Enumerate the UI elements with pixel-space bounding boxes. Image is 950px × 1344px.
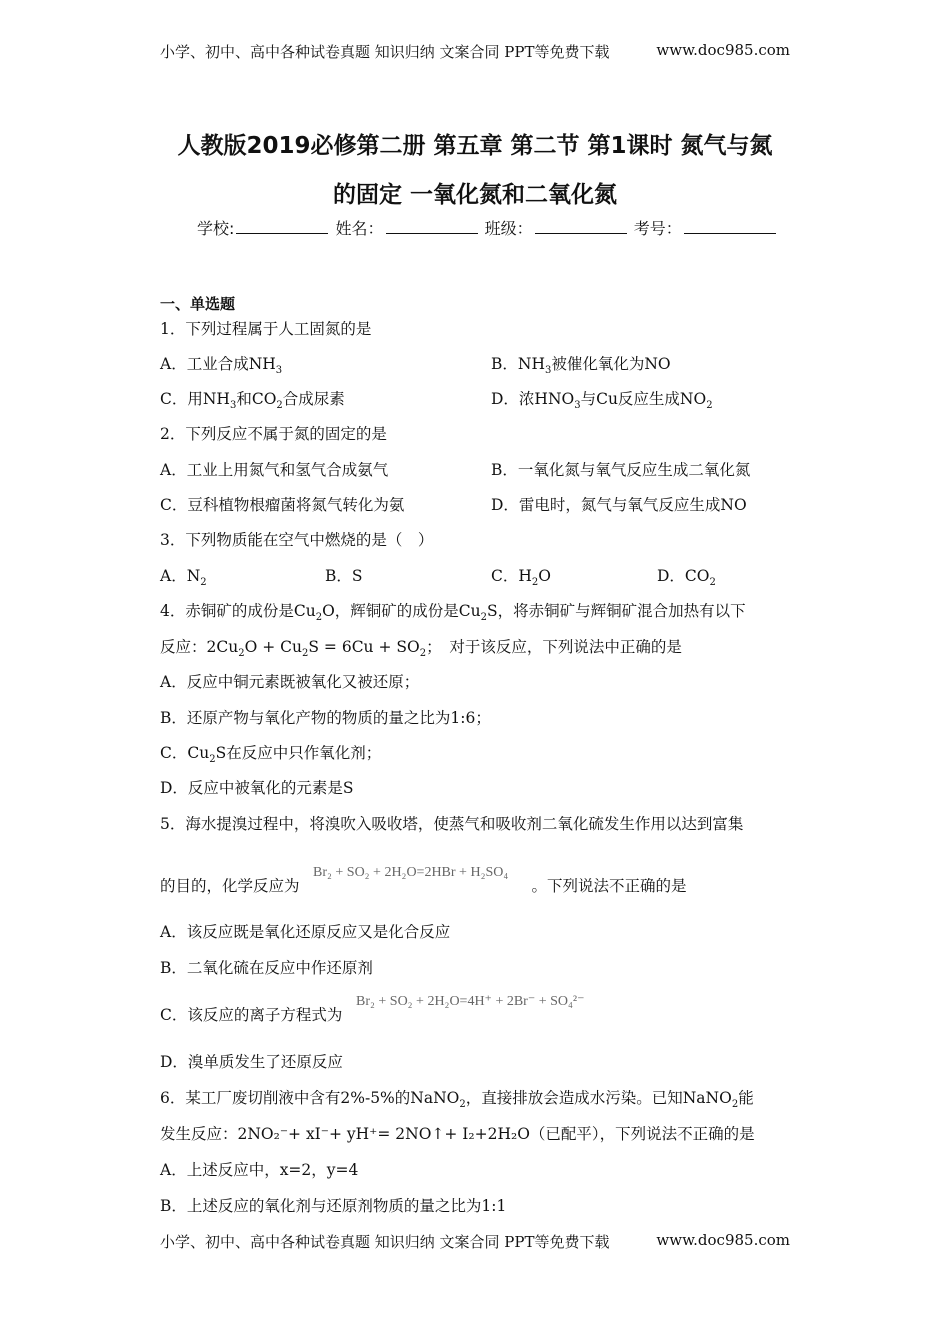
page-footer — [160, 1231, 790, 1255]
q6-option-b: B．上述反应的氧化剂与还原剂物质的量之比为1:1 — [160, 1197, 507, 1215]
q5-stem-line2: 的目的，化学反应为 。下列说法不正确的是 — [160, 877, 687, 895]
q1-stem: 1．下列过程属于人工固氮的是 — [160, 320, 372, 338]
school-blank[interactable] — [236, 219, 328, 234]
school-label: 学校: — [197, 219, 235, 238]
q5-option-c: C．该反应的离子方程式为 — [160, 1006, 343, 1024]
footer-left-text: 小学、初中、高中各种试卷真题 知识归纳 文案合同 PPT等免费下载 — [160, 1233, 610, 1251]
class-label: 班级： — [484, 219, 533, 238]
q3-option-d: D．$CO_2$ — [657, 567, 716, 589]
q4-stem-line1: 4．赤铜矿的成份是$Cu_2O$，辉铜矿的成份是$Cu_2S$，将赤铜矿与辉铜矿混合加热有以下 — [160, 602, 746, 624]
section-heading: 一、单选题 — [160, 295, 236, 313]
q4-option-c: C．$Cu_2S$在反应中只作氧化剂； — [160, 744, 382, 766]
q5-option-a: A．该反应既是氧化还原反应又是化合反应 — [160, 923, 451, 941]
q1-option-a: A．工业合成$NH_3$ — [160, 355, 283, 377]
q5-equation-1: Br₂ + SO₂ + 2H₂O=2HBr + H₂SO₄ — [313, 865, 509, 880]
q1-option-d: D．浓$HNO_3$与Cu反应生成$NO_2$ — [491, 390, 713, 412]
q3-option-a: A．$N_2$ — [160, 567, 207, 589]
number-blank[interactable] — [684, 219, 776, 234]
q6-stem-line1: 6．某工厂废切削液中含有2%-5%的NaNO$_2$，直接排放会造成水污染。已知NaNO$_2$能 — [160, 1089, 754, 1111]
q4-option-d: D．反应中被氧化的元素是S — [160, 779, 354, 797]
doc-title-line2: 的固定 一氧化氮和二氧化氮 — [332, 182, 617, 208]
number-label: 考号： — [633, 219, 682, 238]
q4-option-b: B．还原产物与氧化产物的物质的量之比为1:6； — [160, 709, 491, 727]
q3-stem: 3．下列物质能在空气中燃烧的是（ ） — [160, 531, 434, 549]
q6-stem-line2: 发生反应：2NO₂⁻+ xI⁻+ yH⁺= 2NO↑+ I₂+2H₂O（已配平），下列说法不正确的是 — [160, 1125, 755, 1143]
header-left-text: 小学、初中、高中各种试卷真题 知识归纳 文案合同 PPT等免费下载 — [160, 43, 610, 61]
q5-equation-2: Br₂ + SO₂ + 2H₂O=4H⁺ + 2Br⁻ + SO₄²⁻ — [356, 994, 585, 1009]
q2-stem: 2．下列反应不属于氮的固定的是 — [160, 425, 387, 443]
q2-option-b: B．一氧化氮与氧气反应生成二氧化氮 — [491, 461, 751, 479]
page-header — [160, 41, 790, 65]
header-url-link[interactable]: www.doc985.com — [656, 41, 790, 59]
name-blank[interactable] — [386, 219, 478, 234]
q2-option-d: D．雷电时，氮气与氧气反应生成NO — [491, 496, 747, 514]
q5-option-b: B．二氧化硫在反应中作还原剂 — [160, 959, 373, 977]
q2-option-a: A．工业上用氮气和氢气合成氨气 — [160, 461, 389, 479]
q5-option-d: D．溴单质发生了还原反应 — [160, 1053, 343, 1071]
q1-option-c: C．用$NH_3$和$CO_2$合成尿素 — [160, 390, 345, 412]
student-info-fields — [197, 216, 778, 239]
q5-stem-line1: 5．海水提溴过程中，将溴吹入吸收塔，使蒸气和吸收剂二氧化硫发生作用以达到富集 — [160, 815, 744, 833]
doc-title-line1: 人教版2019必修第二册 第五章 第二节 第1课时 氮气与氮 — [177, 133, 773, 159]
q6-option-a: A．上述反应中，x=2，y=4 — [160, 1161, 359, 1179]
q3-option-c: C．$H_2O$ — [491, 567, 551, 589]
q4-stem-line2: 反应：$2Cu_2O + Cu_2S = 6Cu + SO_2$； 对于该反应，下列说法中正确的是 — [160, 638, 682, 660]
q1-option-b: B．$NH_3$被催化氧化为NO — [491, 355, 671, 377]
name-label: 姓名： — [335, 219, 384, 238]
footer-url-link[interactable]: www.doc985.com — [656, 1231, 790, 1249]
q4-option-a: A．反应中铜元素既被氧化又被还原； — [160, 673, 420, 691]
class-blank[interactable] — [535, 219, 627, 234]
q2-option-c: C．豆科植物根瘤菌将氮气转化为氨 — [160, 496, 405, 514]
q3-option-b: B．S — [325, 567, 363, 585]
